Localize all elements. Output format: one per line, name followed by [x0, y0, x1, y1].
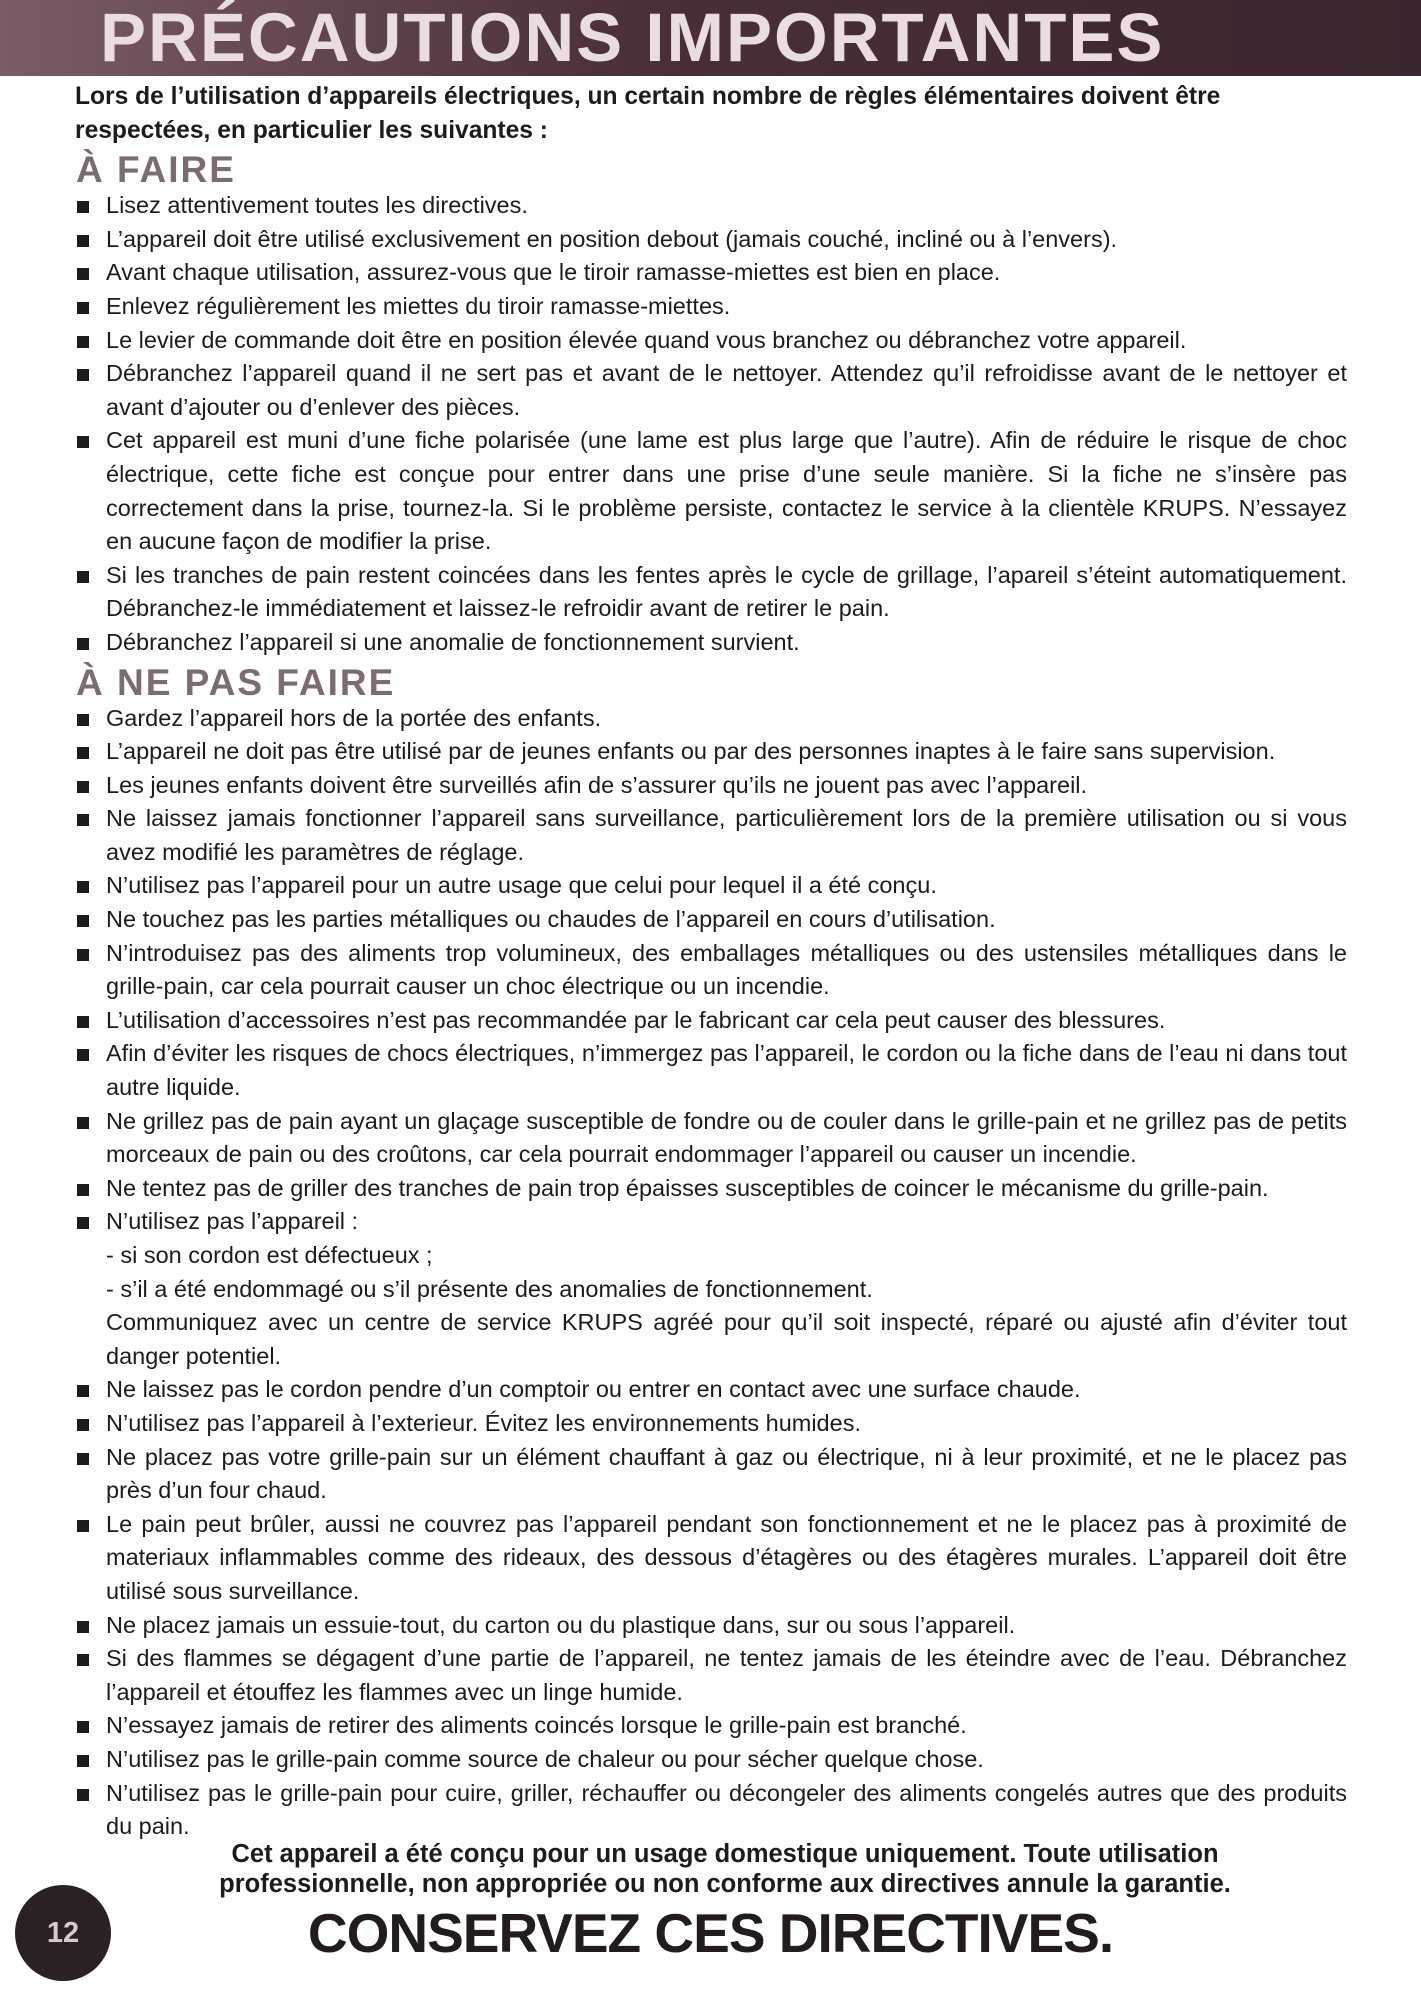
do-not-section-list — [75, 702, 1347, 1844]
square-bullet-icon — [77, 1755, 89, 1767]
list-item — [75, 1105, 1347, 1172]
square-bullet-icon — [77, 1049, 89, 1061]
square-bullet-icon — [77, 1217, 89, 1229]
square-bullet-icon — [77, 1721, 89, 1733]
square-bullet-icon — [77, 1621, 89, 1633]
list-item-line: Communiquez avec un centre de service KRUPS agréé pour qu’il soit inspecté, réparé ou ajusté afin d’éviter tout danger potentiel. — [106, 1309, 1347, 1369]
list-item-text: Enlevez régulièrement les miettes du tiroir ramasse-miettes. — [106, 292, 731, 319]
closing-heading: CONSERVEZ CES DIRECTIVES. — [307, 1902, 1114, 1964]
list-item — [75, 626, 1347, 660]
square-bullet-icon — [77, 638, 89, 650]
do-section-heading: À FAIRE — [76, 149, 236, 191]
instructions-body — [75, 80, 1347, 1844]
list-item-text: Lisez attentivement toutes les directives. — [106, 192, 528, 219]
square-bullet-icon — [77, 747, 89, 759]
list-item-text: Ne placez pas votre grille-pain sur un élément chauffant à gaz ou électrique, ni à leur proximité, et ne le placez pas près d’un four chaud. — [106, 1443, 1347, 1504]
list-item-text: N’utilisez pas l’appareil à l’exterieur. Évitez les environnements humides. — [106, 1409, 861, 1436]
list-item — [75, 1441, 1347, 1508]
list-item-line: N’utilisez pas l’appareil : — [106, 1208, 359, 1235]
square-bullet-icon — [77, 781, 89, 793]
list-item — [75, 1743, 1347, 1777]
list-item — [75, 903, 1347, 937]
list-item — [75, 357, 1347, 424]
page-number: 12 — [46, 1917, 80, 1949]
square-bullet-icon — [77, 1385, 89, 1397]
list-item-text: Ne grillez pas de pain ayant un glaçage susceptible de fondre ou de couler dans le grille-pain et ne grillez pas de petits morceaux de pain ou des croûtons, car cela pourrait endommager l’appareil ou causer un incendie. — [106, 1107, 1347, 1168]
list-item — [75, 1407, 1347, 1441]
square-bullet-icon — [77, 881, 89, 893]
list-item-text: L’utilisation d’accessoires n’est pas recommandée par le fabricant car cela peut causer des blessures. — [106, 1006, 1166, 1033]
list-item-text: L’appareil ne doit pas être utilisé par de jeunes enfants ou par des personnes inaptes à le faire sans supervision. — [106, 738, 1276, 765]
list-item — [75, 702, 1347, 736]
list-item — [75, 1642, 1347, 1709]
list-item-text: Si des flammes se dégagent d’une partie de l’appareil, ne tentez jamais de les éteindre avec de l’eau. Débranchez l’appareil et étouffez les flammes avec un linge humide. — [106, 1645, 1347, 1705]
list-item-text: Les jeunes enfants doivent être surveillés afin de s’assurer qu’ils ne jouent pas avec l’appareil. — [106, 771, 1088, 798]
square-bullet-icon — [77, 1117, 89, 1129]
list-item-text: N’introduisez pas des aliments trop volumineux, des emballages métalliques ou des ustensiles métalliques dans le grille-pain, car cela pourrait causer un choc électrique ou un incendie. — [106, 939, 1347, 1000]
list-item-text: N’utilisez pas le grille-pain comme source de chaleur ou pour sécher quelque chose. — [106, 1745, 984, 1772]
list-item-text: Débranchez l’appareil quand il ne sert pas et avant de le nettoyer. Attendez qu’il refroidisse avant de le nettoyer et avant d’ajouter ou d’enlever des pièces. — [106, 360, 1347, 420]
list-item-text-block — [106, 1205, 1347, 1373]
list-item-text: L’appareil doit être utilisé exclusivement en position debout (jamais couché, incliné ou à l’envers). — [106, 225, 1118, 252]
square-bullet-icon — [77, 814, 89, 826]
square-bullet-icon — [77, 1453, 89, 1465]
list-item-text: Ne placez jamais un essuie-tout, du carton ou du plastique dans, sur ou sous l’appareil. — [106, 1611, 1016, 1638]
list-item-text: Débranchez l’appareil si une anomalie de fonctionnement survient. — [106, 628, 800, 655]
square-bullet-icon — [77, 1520, 89, 1532]
list-item — [75, 802, 1347, 869]
list-item-text: Cet appareil est muni d’une fiche polarisée (une lame est plus large que l’autre). Afin de réduire le risque de choc électrique, cette fiche est conçue pour entrer dans une prise d’une seule manière. Si la fiche ne s’insère pas correctement dans la prise, tournez-la. Si le problème persiste, contactez le service à la clientèle KRUPS. N’essayez en aucune façon de modifier la prise. — [106, 427, 1347, 555]
list-item-text: Le pain peut brûler, aussi ne couvrez pas l’appareil pendant son fonctionnement et ne le placez pas à proximité de materiaux inflammables comme des rideaux, des dessous d’étagères ou des étagères murales. L’appareil doit être utilisé sous surveillance. — [106, 1510, 1347, 1604]
list-item-text: N’utilisez pas le grille-pain pour cuire, griller, réchauffer ou décongeler des aliments congelés autres que des produits du pain. — [106, 1779, 1347, 1840]
square-bullet-icon — [77, 369, 89, 381]
list-item — [75, 1037, 1347, 1104]
list-item — [75, 1004, 1347, 1038]
square-bullet-icon — [77, 1016, 89, 1028]
page-header-band — [0, 0, 1421, 76]
list-item — [75, 559, 1347, 626]
list-item — [75, 769, 1347, 803]
list-item-text: Ne tentez pas de griller des tranches de pain trop épaisses susceptibles de coincer le mécanisme du grille-pain. — [106, 1174, 1269, 1201]
list-item — [75, 1205, 1347, 1373]
square-bullet-icon — [77, 1184, 89, 1196]
list-item — [75, 424, 1347, 558]
list-item — [75, 869, 1347, 903]
square-bullet-icon — [77, 949, 89, 961]
list-item — [75, 1172, 1347, 1206]
list-item — [75, 223, 1347, 257]
square-bullet-icon — [77, 235, 89, 247]
square-bullet-icon — [77, 571, 89, 583]
list-item — [75, 735, 1347, 769]
list-item — [75, 256, 1347, 290]
do-section-list — [75, 189, 1347, 659]
list-item — [75, 290, 1347, 324]
list-item-text: Ne laissez jamais fonctionner l’appareil sans surveillance, particulièrement lors de la première utilisation ou si vous avez modifié les paramètres de réglage. — [106, 805, 1347, 865]
square-bullet-icon — [77, 302, 89, 314]
list-item-text: Afin d’éviter les risques de chocs électriques, n’immergez pas l’appareil, le cordon ou la fiche dans de l’eau ni dans tout autre liquide. — [106, 1040, 1347, 1101]
list-item-text: Gardez l’appareil hors de la portée des enfants. — [106, 704, 602, 731]
list-item-text: Ne laissez pas le cordon pendre d’un comptoir ou entrer en contact avec une surface chaude. — [106, 1376, 1081, 1403]
square-bullet-icon — [77, 1654, 89, 1666]
list-item-line: - s’il a été endommagé ou s’il présente des anomalies de fonctionnement. — [106, 1275, 873, 1302]
list-item-text: Ne touchez pas les parties métalliques ou chaudes de l’appareil en cours d’utilisation. — [106, 906, 996, 933]
list-item — [75, 937, 1347, 1004]
list-item — [75, 1373, 1347, 1407]
list-item — [75, 1709, 1347, 1743]
square-bullet-icon — [77, 915, 89, 927]
page-title: PRÉCAUTIONS IMPORTANTES — [100, 0, 1165, 76]
list-item — [75, 1609, 1347, 1643]
square-bullet-icon — [77, 1789, 89, 1801]
square-bullet-icon — [77, 1419, 89, 1431]
list-item-text: Le levier de commande doit être en position élevée quand vous branchez ou débranchez votre appareil. — [106, 326, 1187, 353]
list-item — [75, 324, 1347, 358]
list-item-text: N’essayez jamais de retirer des aliments coincés lorsque le grille-pain est branché. — [106, 1712, 967, 1739]
square-bullet-icon — [77, 714, 89, 726]
list-item — [75, 1508, 1347, 1609]
warranty-note: Cet appareil a été conçu pour un usage domestique uniquement. Toute utilisation professionnelle, non appropriée ou non conforme aux directives annule la garantie. — [219, 1840, 1231, 1898]
square-bullet-icon — [77, 436, 89, 448]
do-not-section-heading: À NE PAS FAIRE — [76, 661, 396, 703]
square-bullet-icon — [77, 268, 89, 280]
list-item-line: - si son cordon est défectueux ; — [106, 1242, 433, 1268]
list-item-text: Si les tranches de pain restent coincées dans les fentes après le cycle de grillage, l’apareil s’éteint automatiquement. Débranchez-le immédiatement et laissez-le refroidir avant de retirer le pain. — [106, 561, 1347, 622]
square-bullet-icon — [77, 336, 89, 348]
list-item — [75, 1777, 1347, 1844]
list-item — [75, 189, 1347, 223]
intro-paragraph: Lors de l’utilisation d’appareils électriques, un certain nombre de règles élémentaires doivent être respectées, en particulier les suivantes : — [75, 83, 1221, 144]
list-item-text: N’utilisez pas l’appareil pour un autre usage que celui pour lequel il a été conçu. — [106, 872, 937, 899]
list-item-text: Avant chaque utilisation, assurez-vous que le tiroir ramasse-miettes est bien en place. — [106, 259, 1001, 286]
square-bullet-icon — [77, 201, 89, 213]
